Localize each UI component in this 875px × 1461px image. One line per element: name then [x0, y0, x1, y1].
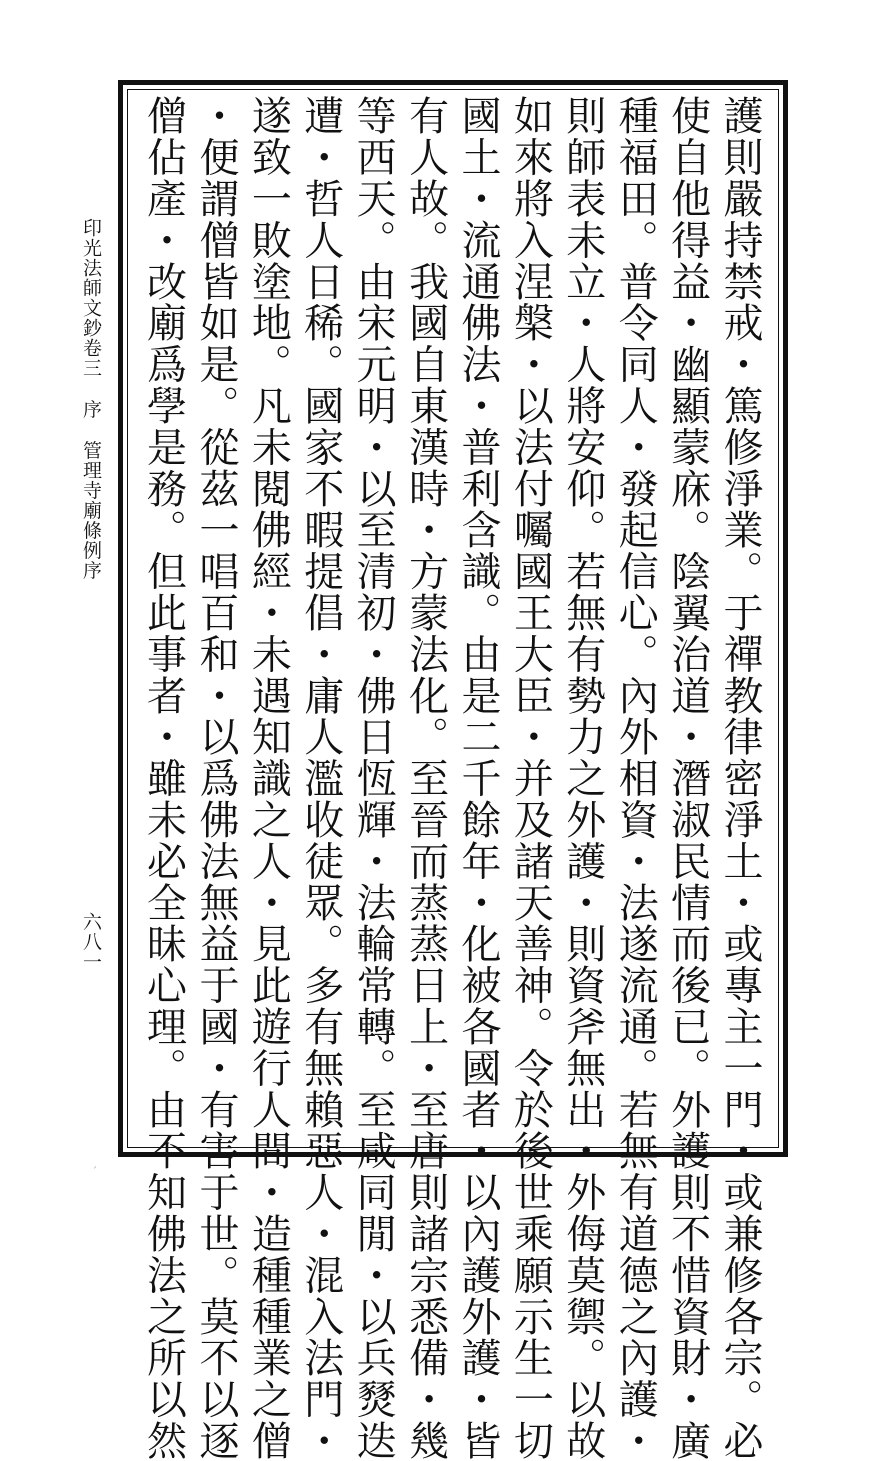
text-column: 使自他得益・幽顯蒙庥。陰翼治道・潛淑民情而後已。外護則不惜資財・廣 — [664, 95, 711, 1461]
text-column: 國土・流通佛法・普利含識。由是二千餘年・化被各國者・以內護外護・皆 — [454, 95, 501, 1461]
chapter-title: 管理寺廟條例序 — [80, 440, 102, 581]
scan-speck: ˊ — [92, 1167, 97, 1178]
text-column: 僧佔產・改廟爲學是務。但此事者・雖未必全昧心理。由不知佛法之所以然 — [140, 95, 187, 1461]
text-column: ・便謂僧皆如是。從茲一唱百和・以爲佛法無益于國・有害于世。莫不以逐 — [192, 95, 239, 1461]
book-title: 印光法師文鈔卷三 — [80, 218, 102, 378]
text-column: 遂致一敗塗地。凡未閱佛經・未遇知識之人・見此遊行人間・造種種業之僧 — [245, 95, 292, 1461]
text-column: 遭・哲人日稀。國家不暇提倡・庸人濫收徒眾。多有無賴惡人・混入法門・ — [297, 95, 344, 1461]
text-column: 有人故。我國自東漢時・方蒙法化。至晉而蒸蒸日上・至唐則諸宗悉備・幾 — [402, 95, 449, 1461]
body-text — [136, 95, 766, 1461]
text-column: 護則嚴持禁戒・篤修淨業。于禪教律密淨土・或專主一門・或兼修各宗。必 — [717, 95, 763, 1461]
text-column: 如來將入涅槃・以法付囑國王大臣・并及諸天善神。令於後世乘願示生一切 — [507, 95, 554, 1461]
text-column: 等西天。由宋元明・以至清初・佛日恆輝・法輪常轉。至咸同閒・以兵燹迭 — [350, 95, 397, 1461]
section-label: 序 — [80, 399, 102, 420]
running-header — [77, 218, 105, 598]
text-column: 種福田。普令同人・發起信心。內外相資・法遂流通。若無有道德之內護・ — [612, 95, 659, 1461]
text-column: 則師表未立・人將安仰。若無有勢力之外護・則資斧無出・外侮莫禦。以故 — [559, 95, 606, 1461]
page-number: 六八一 — [80, 912, 102, 972]
